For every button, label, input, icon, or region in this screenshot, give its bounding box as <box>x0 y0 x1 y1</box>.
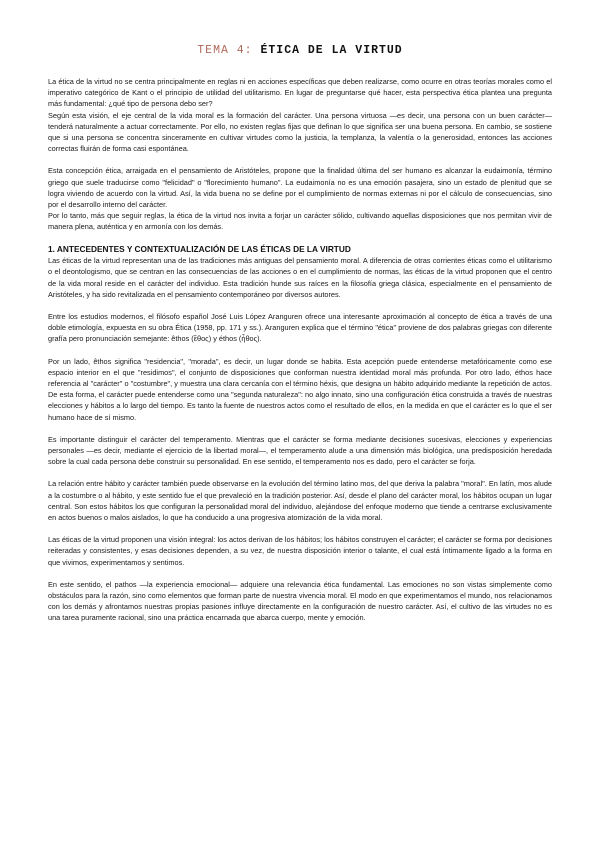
paragraph: Esta concepción ética, arraigada en el pensamiento de Aristóteles, propone que la finalidad última del ser humano es alcanzar la eudaimonía, término griego que suele traducirse como "felicidad" o "florecimiento humano". La eudaimonía no es una emoción pasajera, sino un estado de plenitud que se logra viviendo de acuerdo con la virtud. Así, la vida buena no se define por el cumplimiento de normas externas ni por el cálculo de consecuencias, sino por el desarrollo interno del carácter. <box>48 166 552 210</box>
intro-block <box>48 76 552 154</box>
section-paragraph <box>48 534 552 568</box>
section-paragraph <box>48 434 552 468</box>
section-paragraph <box>48 478 552 523</box>
section-paragraph <box>48 356 552 423</box>
paragraph: La relación entre hábito y carácter también puede observarse en la evolución del término latino mos, del que deriva la palabra "moral". En latín, mos alude a la costumbre o al hábito, y este sentido fue el que prevaleció en la tradición posterior. Así, desde el plano del carácter moral, los hábitos ocupan un lugar central. Son estos hábitos los que configuran la personalidad moral del individuo, alejándose del enfoque moderno que tiende a centrarse exclusivamente en actos buenos o malos aislados, lo que ha conducido a una progresiva atomización de la vida moral. <box>48 479 552 522</box>
paragraph: Por lo tanto, más que seguir reglas, la ética de la virtud nos invita a forjar un carácter sólido, cultivando aquellas disposiciones que nos permitan vivir de manera plena, auténtica y en armonía con los demás. <box>48 211 552 232</box>
section-heading: 1. ANTECEDENTES Y CONTEXTUALIZACIÓN DE LAS ÉTICAS DE LA VIRTUD <box>48 243 351 254</box>
paragraph: Por un lado, êthos significa "residencia", "morada", es decir, un lugar donde se habita. Esta acepción puede entenderse metafóricamente como ese espacio interior en el que "residimos", el conjunto de disposiciones que conforman nuestra identidad moral más profunda. Por otro lado, éthos hace referencia al "carácter" o "costumbre", y muestra una clara cercanía con el término héxis, que designa un hábito adquirido mediante la repetición de actos. De esta forma, el carácter puede entenderse como una "segunda naturaleza": no algo innato, sino una configuración ética construida a través de nuestras elecciones y hábitos a lo largo del tiempo. Es tanto la fuente de nuestros actos como el resultado de ellos, en la medida en que el carácter es lo que el ser humano hace de sí mismo. <box>48 356 552 422</box>
paragraph: En este sentido, el pathos —la experiencia emocional— adquiere una relevancia ética fundamental. Las emociones no son vistas simplemente como obstáculos para la razón, sino como elementos que forman parte de nuestra vivencia moral. El modo en que experimentamos el mundo, nos relacionamos con los demás y afrontamos nuestras propias pasiones influye directamente en la configuración de nuestro carácter. Así, el cultivo de las virtudes no es una tarea puramente racional, sino una práctica encarnada que abarca cuerpo, mente y emoción. <box>48 579 552 623</box>
section-paragraph <box>48 311 552 345</box>
paragraph: Las éticas de la virtud proponen una visión integral: los actos derivan de los hábitos; los hábitos construyen el carácter; el carácter se forma por decisiones reiteradas y consistentes, y esas decisiones dependen, a su vez, de nuestra disposición interior o talante, el cual está íntimamente ligado a la forma en que vivimos, experimentamos y sentimos. <box>48 535 552 567</box>
paragraph: Las éticas de la virtud representan una de las tradiciones más antiguas del pensamiento moral. A diferencia de otras corrientes éticas como el utilitarismo o el deontologismo, que se centran en las consecuencias de las acciones o en el cumplimiento de normas, las éticas de la virtud proponen que el centro de la vida moral reside en el carácter del individuo. Esta tradición hunde sus raíces en la filosofía griega clásica, especialmente en el pensamiento de Aristóteles, y ha sido revitalizada en el pensamiento contemporáneo por diversos autores. <box>48 256 552 299</box>
paragraph: Entre los estudios modernos, el filósofo español José Luis López Aranguren ofrece una interesante aproximación al concepto de ética a través de una doble etimología, expuesta en su obra Ética (1958, pp. 171 y ss.). Aranguren explica que el término "ética" proviene de dos palabras griegas con diferente grafía pero pronunciación semejante: êthos (ἔθος) y éthos (ἦθος). <box>48 311 552 344</box>
section-paragraph <box>48 579 552 624</box>
paragraph: La ética de la virtud no se centra principalmente en reglas ni en acciones específicas que deben realizarse, como ocurre en otras teorías morales como el imperativo categórico de Kant o el principio de utilidad del utilitarismo. En lugar de preguntarse qué hacer, esta perspectiva ética plantea una pregunta más fundamental: ¿qué tipo de persona debo ser? <box>48 77 552 109</box>
document-title <box>48 44 552 58</box>
paragraph: Es importante distinguir el carácter del temperamento. Mientras que el carácter se forma mediante decisiones sucesivas, elecciones y experiencias personales —es decir, mediante el ejercicio de la libertad moral—, el temperamento alude a una dimensión más biológica, una predisposición heredada sobre la cual cada persona debe construir su personalidad. En ese sentido, el temperamento nos es dado, pero el carácter se forja. <box>48 434 552 467</box>
topic-number: TEMA 4: <box>197 44 253 57</box>
section-paragraph <box>48 255 552 300</box>
paragraph: Según esta visión, el eje central de la vida moral es la formación del carácter. Una persona virtuosa —es decir, una persona con un buen carácter— tenderá naturalmente a actuar correctamente. Por ello, no existen reglas fijas que definan lo que significa ser una buena persona. En cambio, se sostiene que si una persona se concentra sinceramente en cultivar virtudes como la justicia, la templanza, la valentía o la generosidad, entonces las acciones correctas fluirán de forma casi espontánea. <box>48 110 552 154</box>
topic-title: ÉTICA DE LA VIRTUD <box>260 44 403 57</box>
intro-block-2 <box>48 165 552 232</box>
